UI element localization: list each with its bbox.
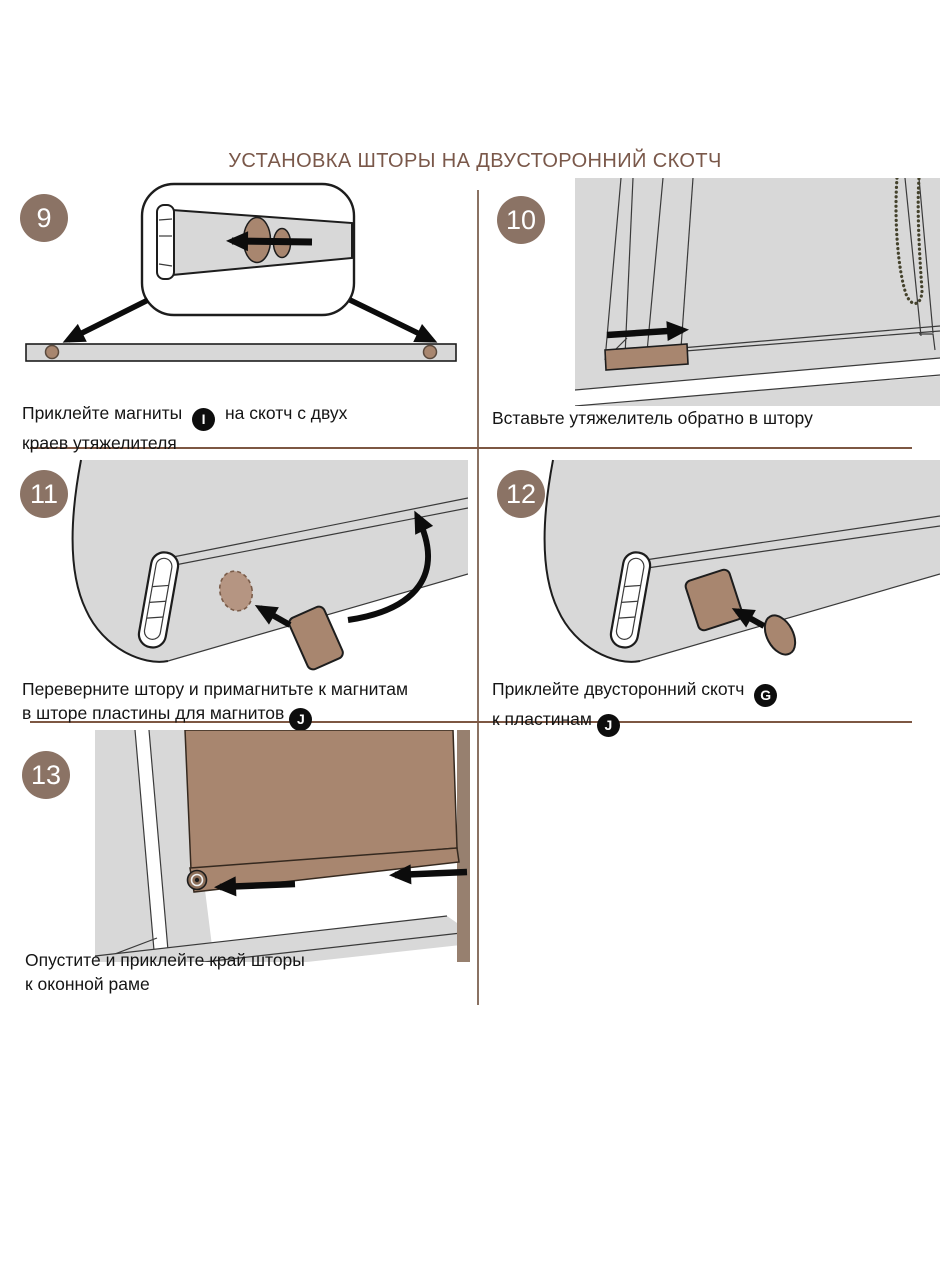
weight-bar	[26, 344, 456, 361]
step-9-illustration	[20, 182, 460, 386]
zoom-callout	[142, 184, 354, 315]
weight-bar-end-cap	[157, 205, 174, 279]
right-frame-strip	[457, 730, 470, 962]
step-12-illustration	[490, 458, 940, 676]
step-12-number: 12	[505, 478, 537, 509]
step-12-caption: Приклейте двусторонний скотч G к пластинам J	[492, 677, 942, 737]
step-10-illustration	[575, 178, 940, 406]
step-13-number: 13	[30, 759, 62, 790]
magnet-right-icon	[424, 346, 437, 359]
step-11-number: 11	[29, 478, 59, 509]
step-9-caption: Приклейте магниты I на скотч с двух краев утяжелителя	[22, 403, 348, 454]
page-title: УСТАНОВКА ШТОРЫ НА ДВУСТОРОННИЙ СКОТЧ	[228, 150, 722, 172]
part-label-badge-J: J	[597, 714, 620, 737]
vertical-divider	[477, 190, 479, 1005]
part-label-badge-I: I	[192, 408, 215, 431]
part-label-badge-G: G	[754, 684, 777, 707]
step-10-number-badge	[497, 196, 545, 244]
step-11-caption: Переверните штору и примагнитьте к магнитам в шторе пластины для магнитов J	[22, 677, 477, 731]
step-10-caption: Вставьте утяжелитель обратно в штору	[492, 408, 813, 428]
magnet-left-icon	[46, 346, 59, 359]
step-10-number: 10	[505, 204, 537, 235]
step-13-number-badge	[22, 751, 70, 799]
step-11-illustration	[18, 458, 468, 676]
step-9-number: 9	[36, 202, 52, 233]
step-13-caption: Опустите и приклейте край шторы к оконной раме	[25, 950, 305, 995]
curtain-panel	[185, 730, 457, 870]
step-13-illustration	[95, 730, 470, 962]
part-label-badge-J: J	[289, 708, 312, 731]
insert-arrow-icon	[232, 241, 312, 242]
